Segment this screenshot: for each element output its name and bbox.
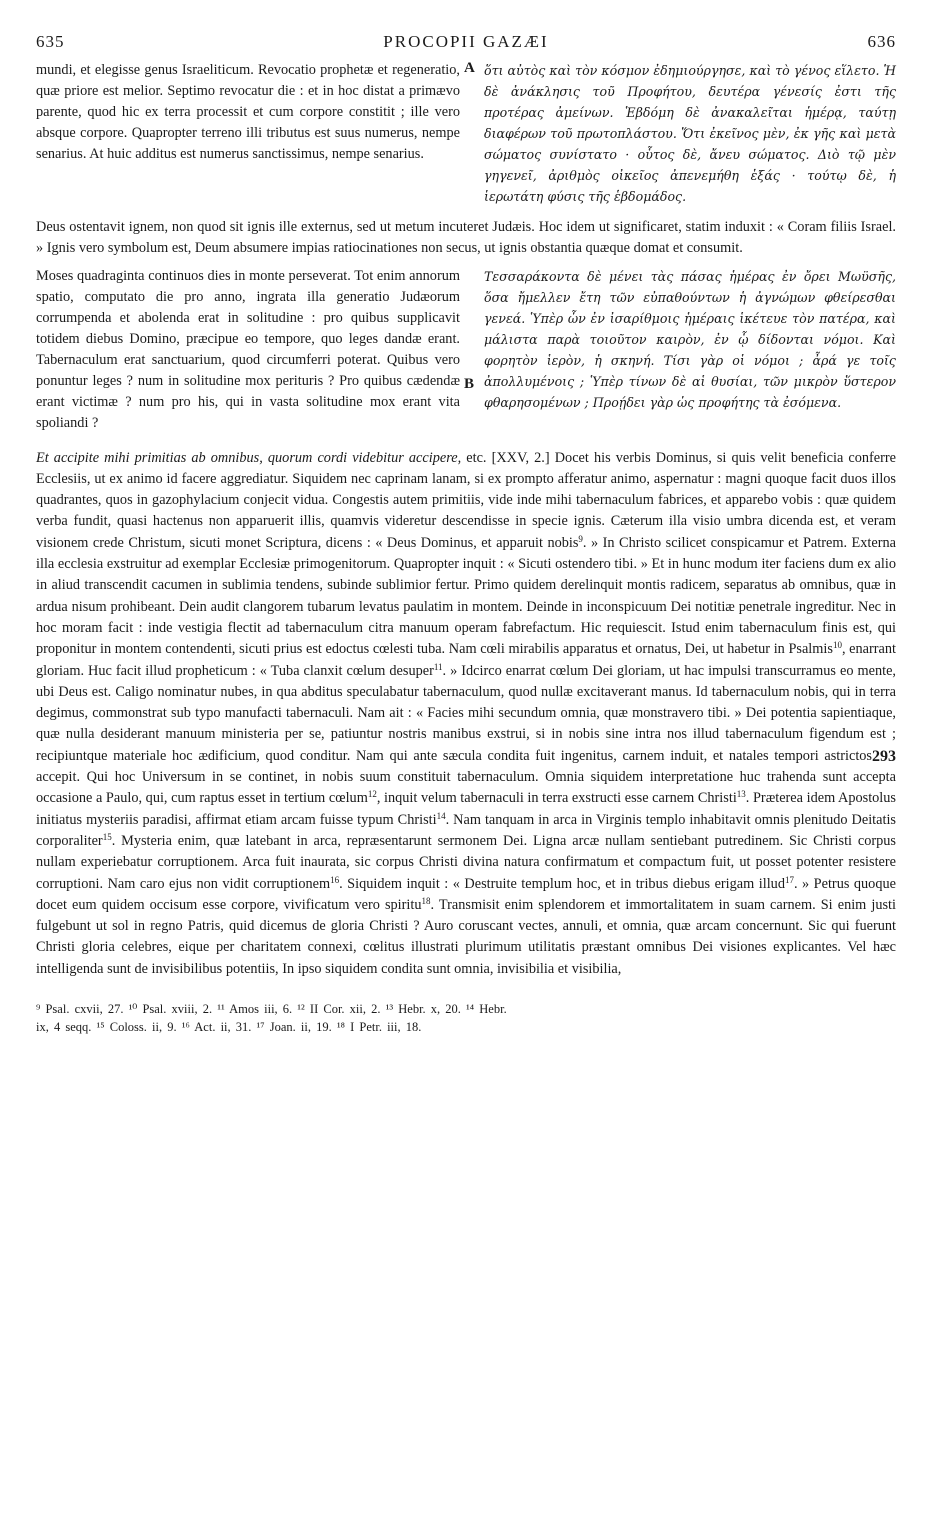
- footnote-ref: 15: [102, 831, 112, 842]
- parallel-block-2: [36, 266, 896, 434]
- running-title: PROCOPII GAZÆI: [383, 32, 549, 51]
- lemma: Et accipite mihi primitias ab omnibus, quorum cordi videbitur accipere,: [36, 449, 462, 466]
- footnote-ref: 13: [736, 789, 746, 800]
- greek-column: Τεσσαράκοντα δὲ μένει τὰς πάσας ἡμέρας ἐν ὄρει Μωϋσῆς, ὅσα ἤμελλεν ἔτη τῶν εὐπαθούντων ἡ ἀγνώμων φθείρεσθαι γενεά. Ὑπὲρ ὧν ἐν ἰσαρίθμοις ἡμέραις ἱκέτευε τὸν πατέρα, καὶ μάλιστα παρὰ τοιοῦτον καιρὸν, ἐν ᾧ δίδονται νόμοι. Καὶ φορητὸν ἱερὸν, ἡ σκηνή. Τίσι γὰρ οἱ νόμοι ; ἆρά γε τοῖς ἀπολλυμένοις ; Ὑπὲρ τίνων δὲ αἱ θυσίαι, τῶν μικρὸν ὕστερον φθαρησομένων ; Προῄδει γὰρ ὡς προφήτης τὰ ἐσόμενα.: [484, 268, 896, 410]
- left-page-number: 635: [36, 32, 65, 51]
- main-commentary: [36, 448, 896, 980]
- text-run: , enarrant gloriam. Huc facit illud propheticum : « Tuba clanxit cœlum desuper: [36, 641, 896, 679]
- greek-column: ὅτι αὐτὸς καὶ τὸν κόσμον ἐδημιούργησε, καὶ τὸ γένος εἵλετο. Ἡ δὲ ἀνάκλησις τοῦ Προφήτου, δευτέρα γένεσίς ἐστι τῆς προτέρας ἀμείνων. Ἑβδόμη δὲ ἀνακαλεῖται ἡμέρᾳ, ταύτῃ διαφέρων τοῦ πρωτοπλάστου. Ὅτι ἐκεῖνος μὲν, ἐκ γῆς καὶ μετὰ σώματος συνίστατο · οὗτος δὲ, ἄνευ σώματος. Διὸ τῷ μὲν γηγενεῖ, ἀριθμὸς οἰκεῖος ἀπενεμήθη ἑξάς · τούτῳ δὲ, ἡ ἱερωτάτη φύσις τῆς ἑβδομάδος.: [484, 63, 896, 204]
- text-run: Docet his verbis Dominus, si quis velit beneficia conferre Ecclesiis, ut ex animo id facere aggrediatur. Siquidem nec caprinam lanam, si ex prompto afferatur animo, aspernatur : magni quoque facit duos illos quadrantes, quos in gazophylacium conjecit vidua. Congestis autem primitiis, vide inde mihi tabernaculum fabrices, et apparebo vobis : quæ quidem verba fundit, quasi hactenus non apparuerit illis, quamvis videretur descendisse in specie ignis. Cæterum illa visio umbra dicenda est, et veram visionem crede Christum, sicuti monet Scriptura, dicens : « Deus Dominus, et apparuit nobis: [36, 449, 897, 551]
- latin-column: mundi, et elegisse genus Israeliticum. Revocatio prophetæ et regeneratio, quæ priore est melior. Septimo revocatur die : et in hoc distat a primævo parente, quod hic ex terra processit et cum corpore constitit ; ille vero absque corpore. Quapropter terreno illi tributus est suus numerus, nempe senarius. At huic additus est numerus sanctissimus, nempe senarius.: [36, 62, 460, 162]
- parallel-block-1: [36, 60, 896, 207]
- text-run: . » Petrus quoque docet eum quidem occisum esse corpore, vivificatum vero spiritu: [36, 875, 896, 913]
- text-run: . » In Christo scilicet conspicamur et Patrem. Externa illa ecclesia exstruitur ad exemplar Ecclesiæ primogenitorum. Quapropter inquit : « Sicuti ostendero tibi. » Et in hunc modum iter faciens dum ex alio in aliud transcendit cacumen in sublimia tendens, subinde sublimior fertur. Primo quidem derelinquit montis radicem, separatus ab omnibus, quæ in ardua nisum prohibeant. Dein audit clangorem tubarum levatus paulatim in montem. Deinde in inconspicuum Dei notitiæ penetrale ingreditur. Nec in hoc moram facit : inde vestigia flectit ad tabernaculum citra manuum operam fabrefactum. Hic requiescit. Istud enim tabernaculum finis est, qui proponitur in montem contendenti, sicuti prius est edoctus cœlesti tuba. Nam cœli mirabilis apparatus et ornatus, Dei, ut habetur in Psalmis: [36, 534, 896, 658]
- page-marker: 293: [872, 747, 896, 765]
- text-run: , inquit velum tabernaculi in terra exstructi esse carnem Christi: [376, 790, 737, 807]
- text-run: . Nam tanquam in arca in Virginis templo inhabitavit omnis plenitudo Deitatis corporaliter: [36, 811, 896, 849]
- footnote-ref: 9: [578, 533, 583, 544]
- column-marker-b: B: [464, 375, 475, 392]
- footnote-ref: 10: [832, 640, 842, 651]
- footnotes: [36, 1000, 896, 1036]
- footnote-ref: 18: [421, 895, 431, 906]
- running-header: [36, 30, 896, 60]
- page: [36, 30, 896, 1036]
- footnote-line: ⁹ Psal. cxvii, 27. ¹⁰ Psal. xviii, 2. ¹¹ Amos iii, 6. ¹² II Cor. xii, 2. ¹³ Hebr. x, 20. ¹⁴ Hebr.: [36, 1002, 507, 1017]
- text-run: . Siquidem inquit : « Destruite templum hoc, et in tribus diebus erigam illud: [339, 875, 785, 892]
- text-run: . Præterea idem Apostolus initiatus mysteriis paradisi, affirmat etiam arcam fuisse typum Christi: [36, 790, 896, 828]
- lemma-reference: etc. [XXV, 2.]: [466, 449, 550, 466]
- footnote-ref: 11: [433, 661, 443, 672]
- text-run: . Transmisit enim splendorem et immortalitatem in suam carnem. Si enim justi fulgebunt ut sol in regno Patris, quid dicemus de gloria Christi ? Auro coruscant vectes, annuli, et omnia, quæ arcam concernunt. Sic qui fuerunt Christi gloria celebres, eique per charitatem connexi, cœlitus illustrati plurimum utilitatis præstant omnibus Dei visiones explicantes. Vel hæc intelligenda sunt de invisibilibus potentiis, In ipso siquidem condita sunt omnia, invisibilia et visibilia,: [36, 896, 896, 977]
- footnote-ref: 12: [367, 789, 377, 800]
- column-marker-a: A: [464, 60, 475, 76]
- text-run: Nam qui ante sæcula condita fuit ingenitus, carnem induit, et natales tempori astrictos accepit. Qui hoc Universum in se continet, in nobis suum constituit tabernaculum. Omnia siquidem interpretatione huc trahenda sunt accepta occasione a Paulo, qui, cum raptus esset in tertium cœlum: [36, 747, 896, 807]
- footnote-line: ix, 4 seqq. ¹⁵ Coloss. ii, 9. ¹⁶ Act. ii, 31. ¹⁷ Joan. ii, 19. ¹⁸ I Petr. iii, 18.: [36, 1020, 422, 1035]
- footnote-ref: 14: [436, 810, 446, 821]
- paragraph-ignis: Deus ostentavit ignem, non quod sit ignis ille externus, sed ut metum incuteret Judæis. Hoc idem ut significaret, statim induxit : « Coram filiis Israel. » Ignis vero symbolum est, Deum absumere impias ratiocinationes non secus, ut ignis obstantia quæque domat et consumit.: [36, 219, 896, 257]
- text-run: . » Idcirco enarrat cœlum Dei gloriam, ut hac impulsi transcurramus eo mente, ubi Deus est. Caligo nominatur nubes, in qua abditus speculabatur tabernaculum, quod nullæ excitaverant manus. Id tabernaculum nobis, qui in terra degimus, commonstrat sub typo manufacti tabernaculi. Nam ait : « Facies mihi secundum omnia, quæ monstravero tibi. » Dei potentia sapientiaque, quæ nulla desiderant manuum ministeria per se, patiuntur nostris manibus exstrui, si in nobis sine intra nos illud tabernaculum figendum est ; recipiuntque materiale hoc ædificium, quod conditur.: [36, 662, 896, 764]
- right-page-number: 636: [867, 32, 896, 51]
- latin-column: Moses quadraginta continuos dies in monte perseverat. Tot enim annorum spatio, computato die pro anno, ingrata illa generatio Judæorum corrumpenda et abolenda erat in solitudine : pro quibus supplicavit totidem diebus Domino, præcipue eo tempore, quo leges dandæ erant. Tabernaculum erat sanctuarium, quod circumferri poterat. Quibus vero ponuntur leges ? num in solitudine mox perituris ? Pro quibus cædendæ erant victimæ ? num pro his, qui in vasta solitudine mox erant vita spoliandi ?: [36, 267, 460, 431]
- footnote-ref: 17: [784, 874, 794, 885]
- footnote-ref: 16: [330, 874, 340, 885]
- text-run: . Mysteria enim, quæ latebant in arca, repræsentarunt sermonem Dei. Ligna arcæ nullam sentiebant putredinem. Sic Christi corpus nullam experiebatur corruptionem. Arca fuit inaurata, sic corpus Christi divina natura confirmatum et compactum fuit, ut posset potenter resistere corruptioni. Nam caro ejus non vidit corruptionem: [36, 832, 896, 892]
